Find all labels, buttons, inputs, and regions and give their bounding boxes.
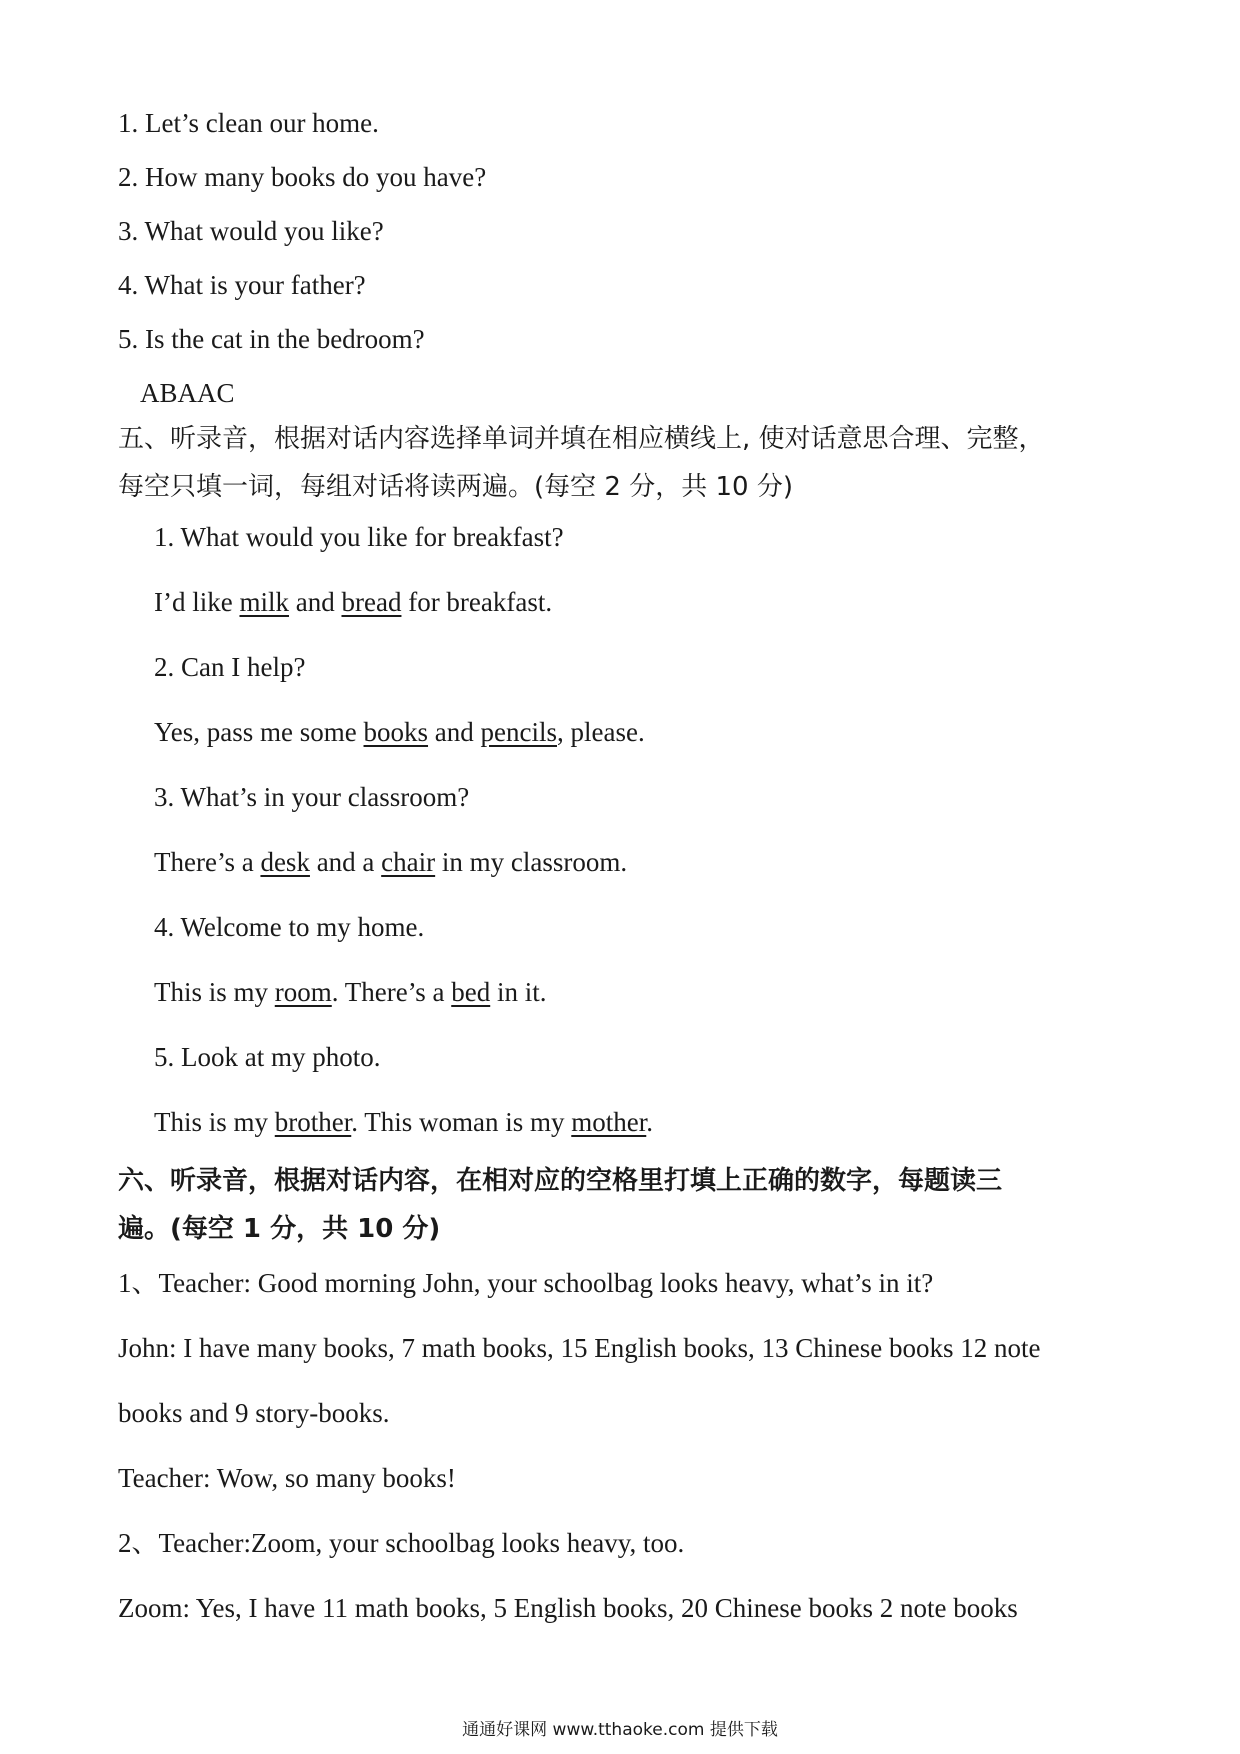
section-6-heading-line2: 遍。(每空 1 分，共 10 分) bbox=[118, 1214, 441, 1244]
answer-word: chair bbox=[381, 847, 436, 877]
dialog-1-question: 1. What would you like for breakfast? bbox=[154, 522, 564, 552]
transcript-line-5: 2、Teacher:Zoom, your schoolbag looks heavy, too. bbox=[118, 1528, 685, 1558]
answer-word: bread bbox=[341, 587, 402, 617]
listening-item-1: 1. Let’s clean our home. bbox=[118, 108, 379, 138]
dialog-3-question: 3. What’s in your classroom? bbox=[154, 782, 470, 812]
answer-word: milk bbox=[239, 587, 289, 617]
answer-word: bed bbox=[451, 977, 491, 1007]
answer-word: pencils bbox=[480, 717, 557, 747]
section-5-heading-line1: 五、听录音，根据对话内容选择单词并填在相应横线上, 使对话意思合理、完整， bbox=[118, 424, 1045, 454]
answer-word: room bbox=[274, 977, 332, 1007]
dialog-2-question: 2. Can I help? bbox=[154, 652, 306, 682]
dialog-5-answer: This is my brother. This woman is my mother. bbox=[154, 1107, 654, 1137]
transcript-line-3: books and 9 story-books. bbox=[118, 1398, 390, 1428]
answer-word: books bbox=[363, 717, 429, 747]
listening-item-5: 5. Is the cat in the bedroom? bbox=[118, 324, 425, 354]
transcript-line-1: 1、Teacher: Good morning John, your schoolbag looks heavy, what’s in it? bbox=[118, 1268, 934, 1298]
transcript-line-6: Zoom: Yes, I have 11 math books, 5 English books, 20 Chinese books 2 note books bbox=[118, 1593, 1018, 1623]
answer-word: mother bbox=[571, 1107, 647, 1137]
dialog-4-answer: This is my room. There’s a bed in it. bbox=[154, 977, 547, 1007]
answer-word: desk bbox=[260, 847, 310, 877]
section-5-heading-line2: 每空只填一词，每组对话将读两遍。(每空 2 分，共 10 分) bbox=[118, 472, 793, 502]
transcript-line-4: Teacher: Wow, so many books! bbox=[118, 1463, 456, 1493]
section-6-heading-line1: 六、听录音，根据对话内容，在相对应的空格里打填上正确的数字，每题读三 bbox=[118, 1166, 1003, 1196]
dialog-3-answer: There’s a desk and a chair in my classroom. bbox=[154, 847, 628, 877]
dialog-2-answer: Yes, pass me some books and pencils, please. bbox=[154, 717, 645, 747]
listening-item-2: 2. How many books do you have? bbox=[118, 162, 487, 192]
page-footer: 通通好课网 www.tthaoke.com 提供下载 bbox=[462, 1720, 778, 1740]
answer-key: ABAAC bbox=[140, 378, 235, 408]
listening-item-4: 4. What is your father? bbox=[118, 270, 366, 300]
transcript-line-2: John: I have many books, 7 math books, 15 English books, 13 Chinese books 12 note bbox=[118, 1333, 1041, 1363]
answer-word: brother bbox=[274, 1107, 352, 1137]
listening-item-3: 3. What would you like? bbox=[118, 216, 384, 246]
dialog-1-answer: I’d like milk and bread for breakfast. bbox=[154, 587, 553, 617]
dialog-5-question: 5. Look at my photo. bbox=[154, 1042, 381, 1072]
dialog-4-question: 4. Welcome to my home. bbox=[154, 912, 425, 942]
